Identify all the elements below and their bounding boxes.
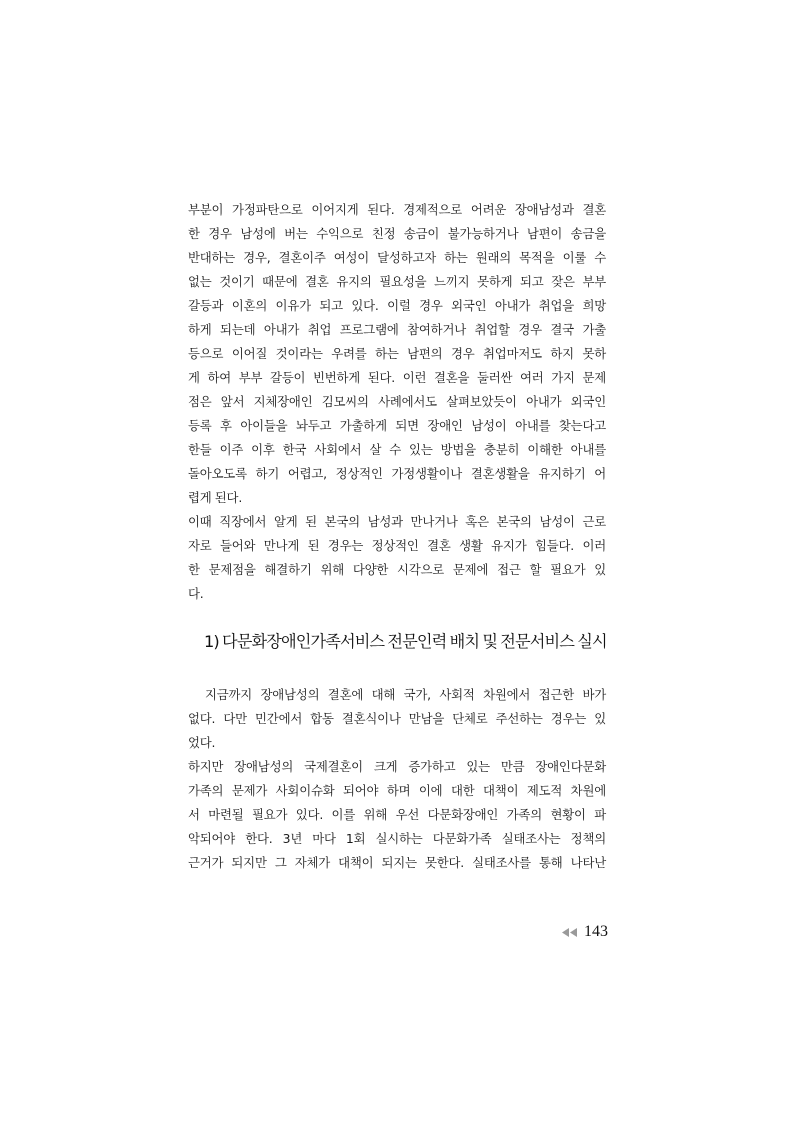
page-footer <box>548 920 608 944</box>
section-heading: 1) 다문화장애인가족서비스 전문인력 배치 및 전문서비스 실시 <box>204 632 607 651</box>
text-line: 한들 이주 이후 한국 사회에서 살 수 있는 방법을 충분히 이해한 아내를 <box>188 442 606 457</box>
text-line: 자로 들어와 만나게 된 경우는 정상적인 결혼 생활 유지가 힘들다. 이러 <box>188 538 606 553</box>
text-line: 점은 앞서 지체장애인 김모씨의 사례에서도 살펴보았듯이 아내가 외국인 <box>188 394 606 409</box>
text-line: 없는 것이기 때문에 결혼 유지의 필요성을 느끼지 못하게 되고 잦은 부부 <box>188 274 606 289</box>
text-line: 갈등과 이혼의 이유가 되고 있다. 이럴 경우 외국인 아내가 취업을 희망 <box>188 298 606 313</box>
text-line: 없다. 다만 민간에서 합동 결혼식이나 만남을 단체로 주선하는 경우는 있 <box>188 711 606 726</box>
text-line: 등으로 이어질 것이라는 우려를 하는 남편의 경우 취업마저도 하지 못하 <box>188 346 606 361</box>
text-line: 부분이 가정파탄으로 이어지게 된다. 경제적으로 어려운 장애남성과 결혼 <box>188 202 606 217</box>
text-line: 이때 직장에서 알게 된 본국의 남성과 만나거나 혹은 본국의 남성이 근로 <box>188 514 606 529</box>
text-line: 돌아오도록 하기 어렵고, 정상적인 가정생활이나 결혼생활을 유지하기 어 <box>188 466 606 481</box>
page-number: 143 <box>584 923 608 940</box>
text-line: 렵게 된다. <box>188 490 243 505</box>
text-line: 한 경우 남성에 버는 수익으로 친정 송금이 불가능하거나 남편이 송금을 <box>188 226 606 241</box>
text-line: 근거가 되지만 그 자체가 대책이 되지는 못한다. 실태조사를 통해 나타난 <box>188 855 606 870</box>
text-line: 서 마련될 필요가 있다. 이를 위해 우선 다문화장애인 가족의 현황이 파 <box>188 807 606 822</box>
text-line: 게 하여 부부 갈등이 빈번하게 된다. 이런 결혼을 둘러싼 여러 가지 문제 <box>188 370 606 385</box>
text-line: 등록 후 아이들을 놔두고 가출하게 되면 장애인 남성이 아내를 찾는다고 <box>188 418 606 433</box>
text-line: 하게 되는데 아내가 취업 프로그램에 참여하거나 취업할 경우 결국 가출 <box>188 322 606 337</box>
text-line: 반대하는 경우, 결혼이주 여성이 달성하고자 하는 원래의 목적을 이룰 수 <box>188 250 606 265</box>
text-line: 다. <box>188 586 204 601</box>
text-line: 지금까지 장애남성의 결혼에 대해 국가, 사회적 차원에서 접근한 바가 <box>188 687 606 702</box>
body-text-top <box>188 198 606 606</box>
text-line: 가족의 문제가 사회이슈화 되어야 하며 이에 대한 대책이 제도적 차원에 <box>188 783 606 798</box>
text-line: 한 문제점을 해결하기 위해 다양한 시각으로 문제에 접근 할 필요가 있 <box>188 562 606 577</box>
double-left-arrow-icon <box>562 928 578 937</box>
text-line: 악되어야 한다. 3년 마다 1회 실시하는 다문화가족 실태조사는 정책의 <box>188 831 606 846</box>
body-text-bottom <box>188 683 606 875</box>
text-line: 었다. <box>188 735 216 750</box>
text-line: 하지만 장애남성의 국제결혼이 크게 증가하고 있는 만큼 장애인다문화 <box>188 759 606 774</box>
